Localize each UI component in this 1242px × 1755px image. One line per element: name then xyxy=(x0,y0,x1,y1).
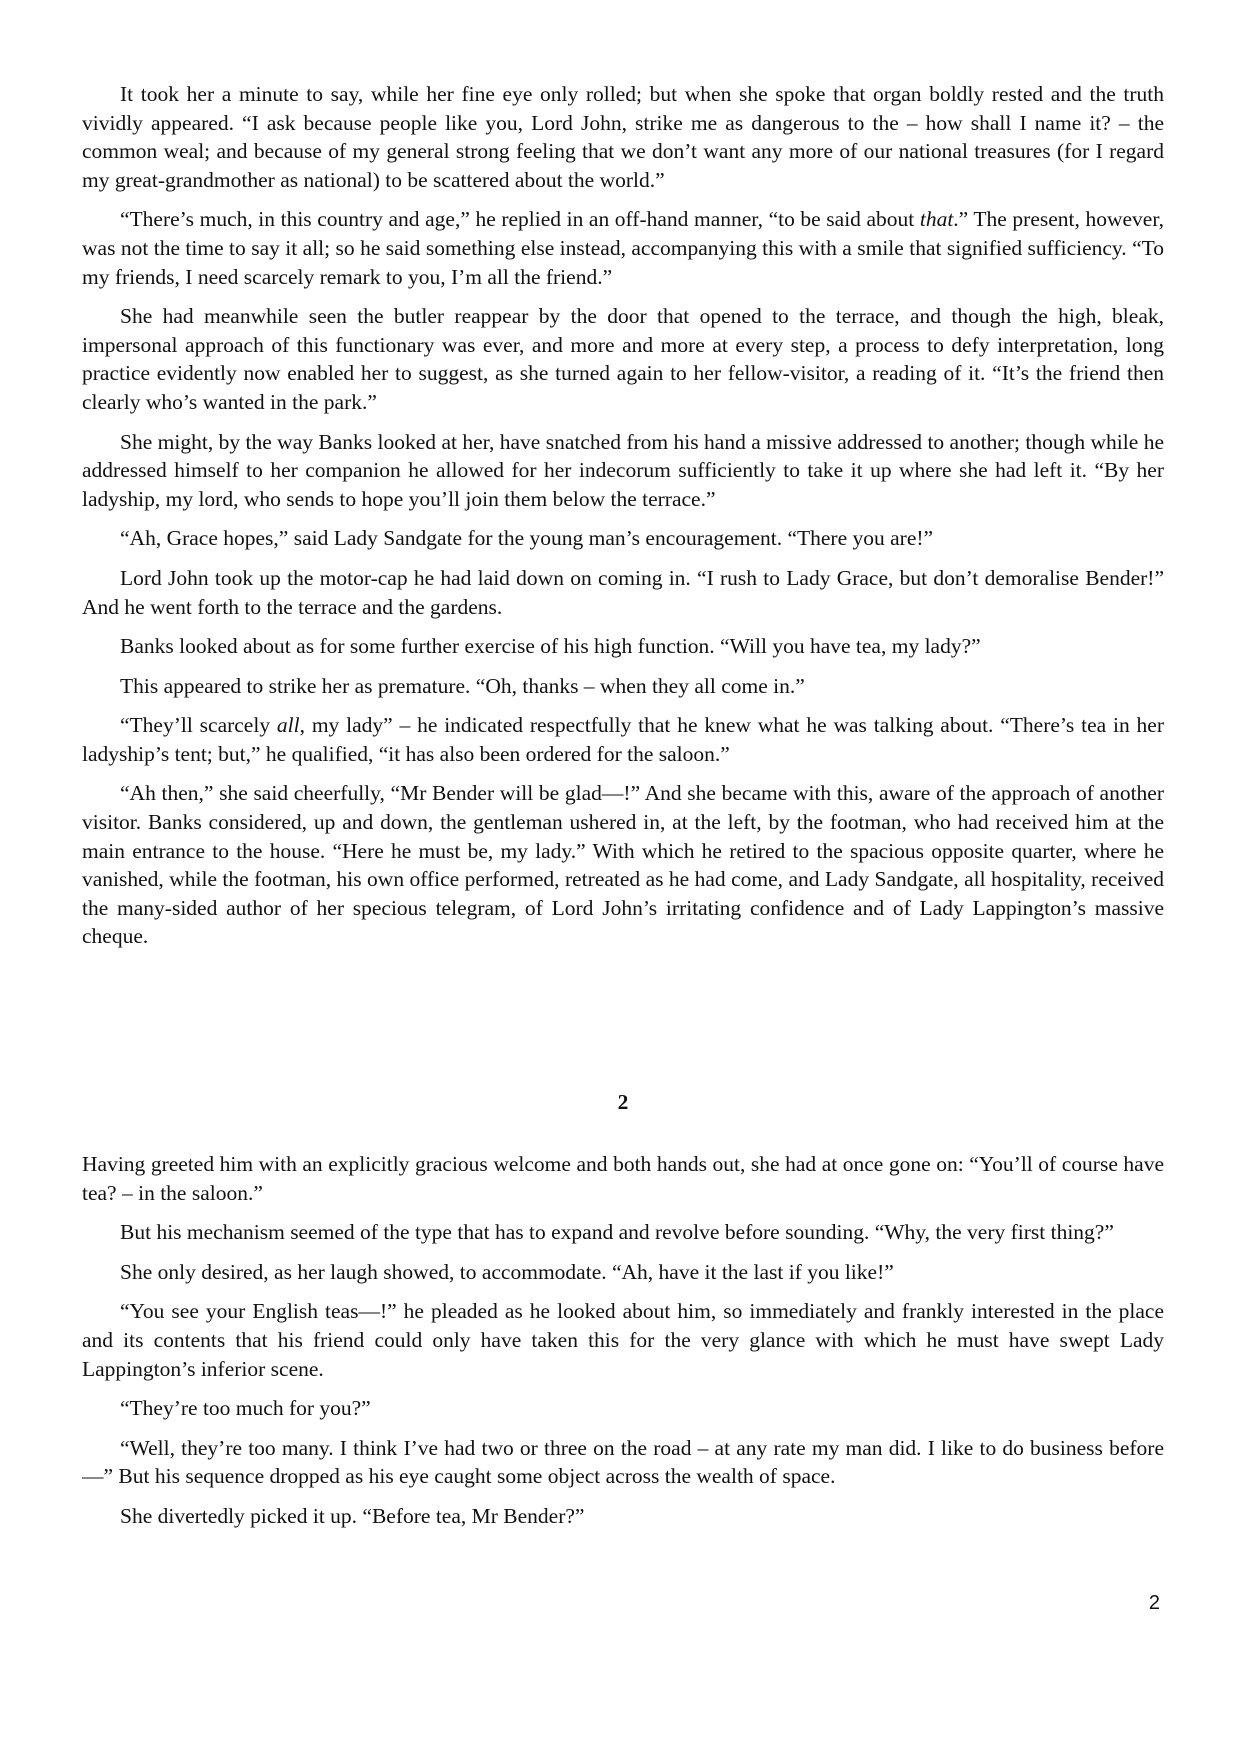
paragraph: Having greeted him with an explicitly gracious welcome and both hands out, she had at once gone on: “You’ll of course have tea? – in the saloon.” xyxy=(82,1152,1164,1205)
section-1-text xyxy=(82,80,1164,962)
paragraph: “Well, they’re too many. I think I’ve had two or three on the road – at any rate my man did. I like to do business before—” But his sequence dropped as his eye caught some object across the wealth of space. xyxy=(82,1435,1164,1489)
paragraph: She only desired, as her laugh showed, to accommodate. “Ah, have it the last if you like!” xyxy=(120,1259,894,1284)
paragraph: “You see your English teas—!” he pleaded as he looked about him, so immediately and frankly interested in the place and its contents that his friend could only have taken this for the very glance with which he must have swept Lady Lappington’s inferior scene. xyxy=(82,1299,1164,1381)
paragraph: She might, by the way Banks looked at her, have snatched from his hand a missive addressed to another; though while he addressed himself to her companion he allowed for her indecorum sufficiently to take it up where she had left it. “By her ladyship, my lord, who sends to hope you’ll join them below the terrace.” xyxy=(82,429,1164,511)
paragraph: “There’s much, in this country and age,” he replied in an off-hand manner, “to be said about that.” The present, however, was not the time to say it all; so he said something else instead, accompanying this with a smile that signified sufficiency. “To my friends, I need scarcely remark to you, I’m all the friend.” xyxy=(82,207,1164,289)
paragraph: Banks looked about as for some further exercise of his high function. “Will you have tea, my lady?” xyxy=(120,634,981,659)
paragraph: Lord John took up the motor-cap he had laid down on coming in. “I rush to Lady Grace, but don’t demoralise Bender!” And he went forth to the terrace and the gardens. xyxy=(82,565,1164,619)
paragraph: It took her a minute to say, while her fine eye only rolled; but when she spoke that organ boldly rested and the truth vividly appeared. “I ask because people like you, Lord John, strike me as dangerous to the – how shall I name it? – the common weal; and because of my general strong feeling that we don’t want any more of our national treasures (for I regard my great-grandmother as national) to be scattered about the world.” xyxy=(82,82,1164,192)
paragraph: But his mechanism seemed of the type that has to expand and revolve before sounding. “Why, the very first thing?” xyxy=(120,1220,1114,1245)
paragraph: “They’re too much for you?” xyxy=(120,1396,371,1421)
paragraph: “Ah then,” she said cheerfully, “Mr Bender will be glad—!” And she became with this, aware of the approach of another visitor. Banks considered, up and down, the gentleman ushered in, at the left, by the footman, who had received him at the main entrance to the house. “Here he must be, my lady.” With which he retired to the spacious opposite quarter, where he vanished, while the footman, his own office performed, retreated as he had come, and Lady Sandgate, all hospitality, received the many-sided author of her specious telegram, of Lord John’s irritating confidence and of Lady Lappington’s massive cheque. xyxy=(82,781,1164,949)
paragraph: She divertedly picked it up. “Before tea, Mr Bender?” xyxy=(120,1503,585,1528)
paragraph: This appeared to strike her as premature. “Oh, thanks – when they all come in.” xyxy=(120,673,805,698)
chapter-number: 2 xyxy=(617,1090,629,1114)
paragraph: “Ah, Grace hopes,” said Lady Sandgate for the young man’s encouragement. “There you are!” xyxy=(120,526,934,551)
section-2-text xyxy=(82,1150,1164,1542)
paragraph: “They’ll scarcely all, my lady” – he indicated respectfully that he knew what he was talking about. “There’s tea in her ladyship’s tent; but,” he qualified, “it has also been ordered for the saloon.” xyxy=(82,713,1164,766)
page-number: 2 xyxy=(1148,1592,1160,1614)
paragraph: She had meanwhile seen the butler reappear by the door that opened to the terrace, and though the high, bleak, impersonal approach of this functionary was ever, and more and more at every step, a process to defy interpretation, long practice evidently now enabled her to suggest, as she turned again to her fellow-visitor, a reading of it. “It’s the friend then clearly who’s wanted in the park.” xyxy=(82,304,1164,414)
